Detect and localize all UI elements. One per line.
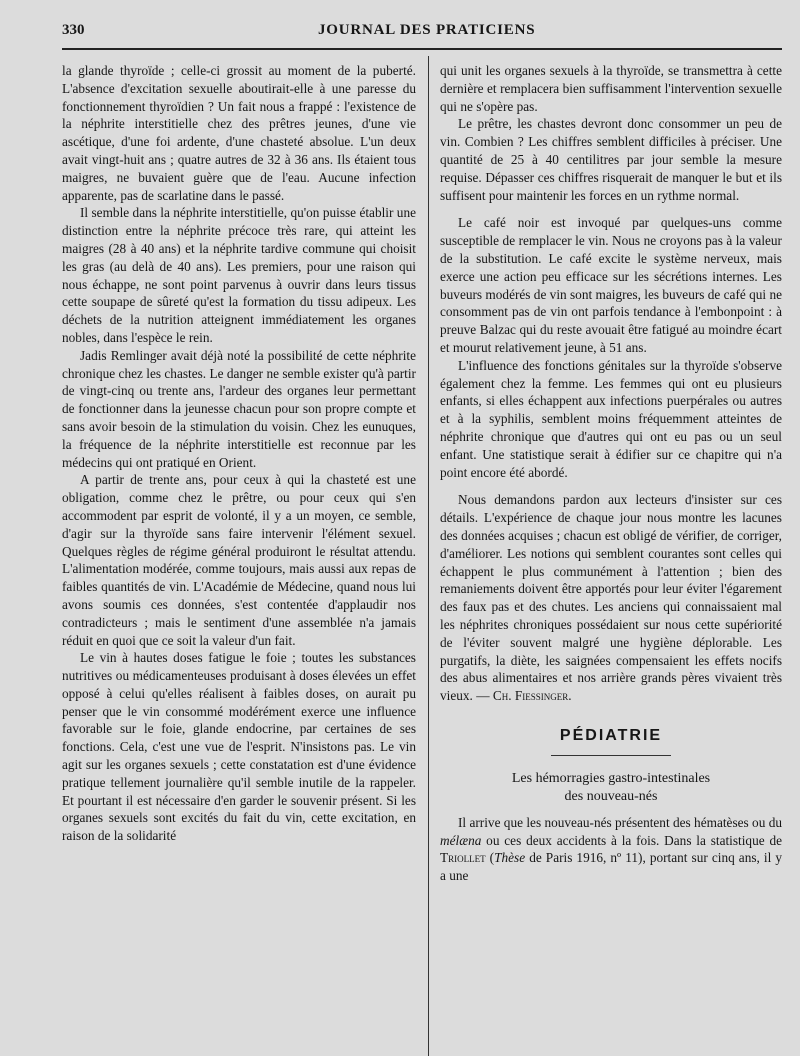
section-heading: PÉDIATRIE [559,726,663,744]
paragraph: L'influence des fonctions génitales sur la thyroïde s'observe également chez la femme. Les femmes qui ont eu plusieurs enfants, si elles échappent aux infections puerpérales ou autres et à la syphilis, semblent moins fréquemment atteintes de néphrite chronique que d'autres qui ont eu pas ou un seul enfant. Une statistique serait à édifier sur ce chapitre qui n'a point encore été abordé. [440,357,782,480]
article-title-line: des nouveau-nés [564,788,658,804]
paragraph: qui unit les organes sexuels à la thyroïde, se transmettra à cette dernière et remplacera bien suffisamment l'intervention sexuelle qui ne s'opère pas. [440,63,782,114]
text-run: ou ces deux accidents à la fois. Dans la statistique de [481,832,782,848]
right-column [440,62,782,885]
paragraph: Il semble dans la néphrite interstitielle, qu'on puisse établir une distinction entre la néphrite précoce très rare, qui atteint les maigres (28 à 40 ans) et la néphrite tardive commune qui choisit les gras (au delà de 40 ans). Les premiers, pour une raison qui nous échappe, ne sont point parvenus à ouvrir dans leurs tissus cette soupape de sûreté qu'est la formation du tissu adipeux. Les déchets de la nutrition atteignent immédiatement les organes nobles, dans l'espèce le rein. [62,205,416,345]
running-title: JOURNAL DES PRATICIENS [318,22,536,38]
cited-author: Triollet [440,850,486,866]
paragraph-with-signature [440,491,782,705]
text-run: de Paris 1916, nº 11), portant sur cinq ans, il y a une [440,850,782,884]
article-title-line: Les hémorragies gastro-intestinales [511,770,711,786]
left-column [62,62,416,845]
paragraph: Le prêtre, les chastes devront donc consommer un peu de vin. Combien ? Les chiffres semblent difficiles à préciser. Une quantité de 25 à 40 centilitres par jour semble la mesure requise. Dépasser ces chiffres risquerait de manquer le but et ils suffisent pour maintenir les forces en un rythme normal. [440,116,782,203]
text-run: Il arrive que les nouveau-nés présentent des hématèses ou du [458,814,782,830]
italic-term: mélæna [440,832,482,848]
author-signature: Ch. Fiessinger. [492,688,572,704]
page-number: 330 [62,22,85,38]
text-run: ( [485,850,495,866]
column-divider [428,56,429,1056]
paragraph: A partir de trente ans, pour ceux à qui la chasteté est une obligation, comme chez le prêtre, ou pour ceux qui s'en accommodent par esprit de volonté, il y a un moyen, ce semble, d'agir sur la thyroïde sans faire intervenir l'élément sexuel. Quelques règles de régime général produiront le résultat attendu. L'alimentation modérée, comme toujours, mais aussi aux repas de faibles quantités de vin. L'Académie de Médecine, quand nous lui avons soumis ces données, s'est contentée d'applaudir nos contradicteurs ; mais le sentiment d'une assemblée n'a jamais réduit en quoi que ce soit la valeur d'un fait. [62,472,416,648]
header-rule [62,48,782,50]
paragraph-text: Nous demandons pardon aux lecteurs d'insister sur ces détails. L'expérience de chaque jour nous montre les lacunes des données acquises ; chacun est obligé de vérifier, de corriger, d'améliorer. Les notions qui semblent courantes sont celles qui échappent le plus communément à l'attention ; bien des remaniements doivent être apportés pour leur éviter l'égarement des faux pas et des chutes. Les anciens qui connaissaient mal les néphrites chroniques possédaient sur nous cette supériorité de l'éviter souvent malgré une hygiène déplorable. Les purgatifs, la diète, les saignées compensaient les effets nocifs des abus alimentaires et nos arrière grands pères vivaient très vieux. — [440,492,782,704]
paragraph [440,814,782,885]
italic-term: Thèse [494,850,526,866]
paragraph: Le vin à hautes doses fatigue le foie ; toutes les substances nutritives ou médicamenteuses produisant à doses élevées un effet opposé à celui qu'elles réalisent à faibles doses, on aurait pu penser que le vin consommé modérément exerce une influence favorable sur le foie, glande endocrine, par certaines de ses fonctions. Cela, c'est une vue de l'esprit. N'insistons pas. Le vin agit sur les organes sexuels ; cette constatation est d'une évidence pratique tellement journalière qu'il semble inutile de la rappeler. Et pourtant il est nécessaire d'en garder le souvenir présent. Si les organes sexuels sont excités du fait du vin, cette excitation, en raison de la solidarité [62,650,416,844]
paragraph: Le café noir est invoqué par quelques-uns comme susceptible de remplacer le vin. Nous ne croyons pas à la valeur de la substitution. Le café excite le système nerveux, mais exerce une action peu efficace sur les sécrétions internes. Les buveurs modérés de vin sont maigres, les buveurs de café qui ne consomment pas de vin ont parfois tendance à l'embonpoint : à preuve Balzac qui du reste avouait être fatigué au moindre écart et mourut relativement jeune, à 51 ans. [440,215,782,355]
paragraph: la glande thyroïde ; celle-ci grossit au moment de la puberté. L'absence d'excitation sexuelle aboutirait-elle à une paresse du fonctionnement thyroïdien ? Un fait nous a frappé : l'existence de la néphrite interstitielle chez des prêtres jeunes, d'une vie ascétique, d'une foi ardente, d'une chasteté absolue. L'un deux avait vingt-huit ans ; quatre autres de 32 à 36 ans. Ils étaient tous maigres, ne buvaient guère que de l'eau. Aucune infection apparente, pas de scarlatine dans le passé. [62,63,416,203]
page-header [62,22,782,46]
paragraph: Jadis Remlinger avait déjà noté la possibilité de cette néphrite chronique chez les chastes. Le danger ne semble exister qu'à partir de vingt-cinq ou trente ans, l'ardeur des organes leur permettant de fonctionner dans la jeunesse chacun pour son propre compte et sans avoir besoin de la stimulation du voisin. Chez les eunuques, la fréquence de la néphrite interstitielle est reconnue par les médecins qui ont pratiqué en Orient. [62,347,416,470]
article-title [440,770,782,806]
section-rule [551,755,671,756]
